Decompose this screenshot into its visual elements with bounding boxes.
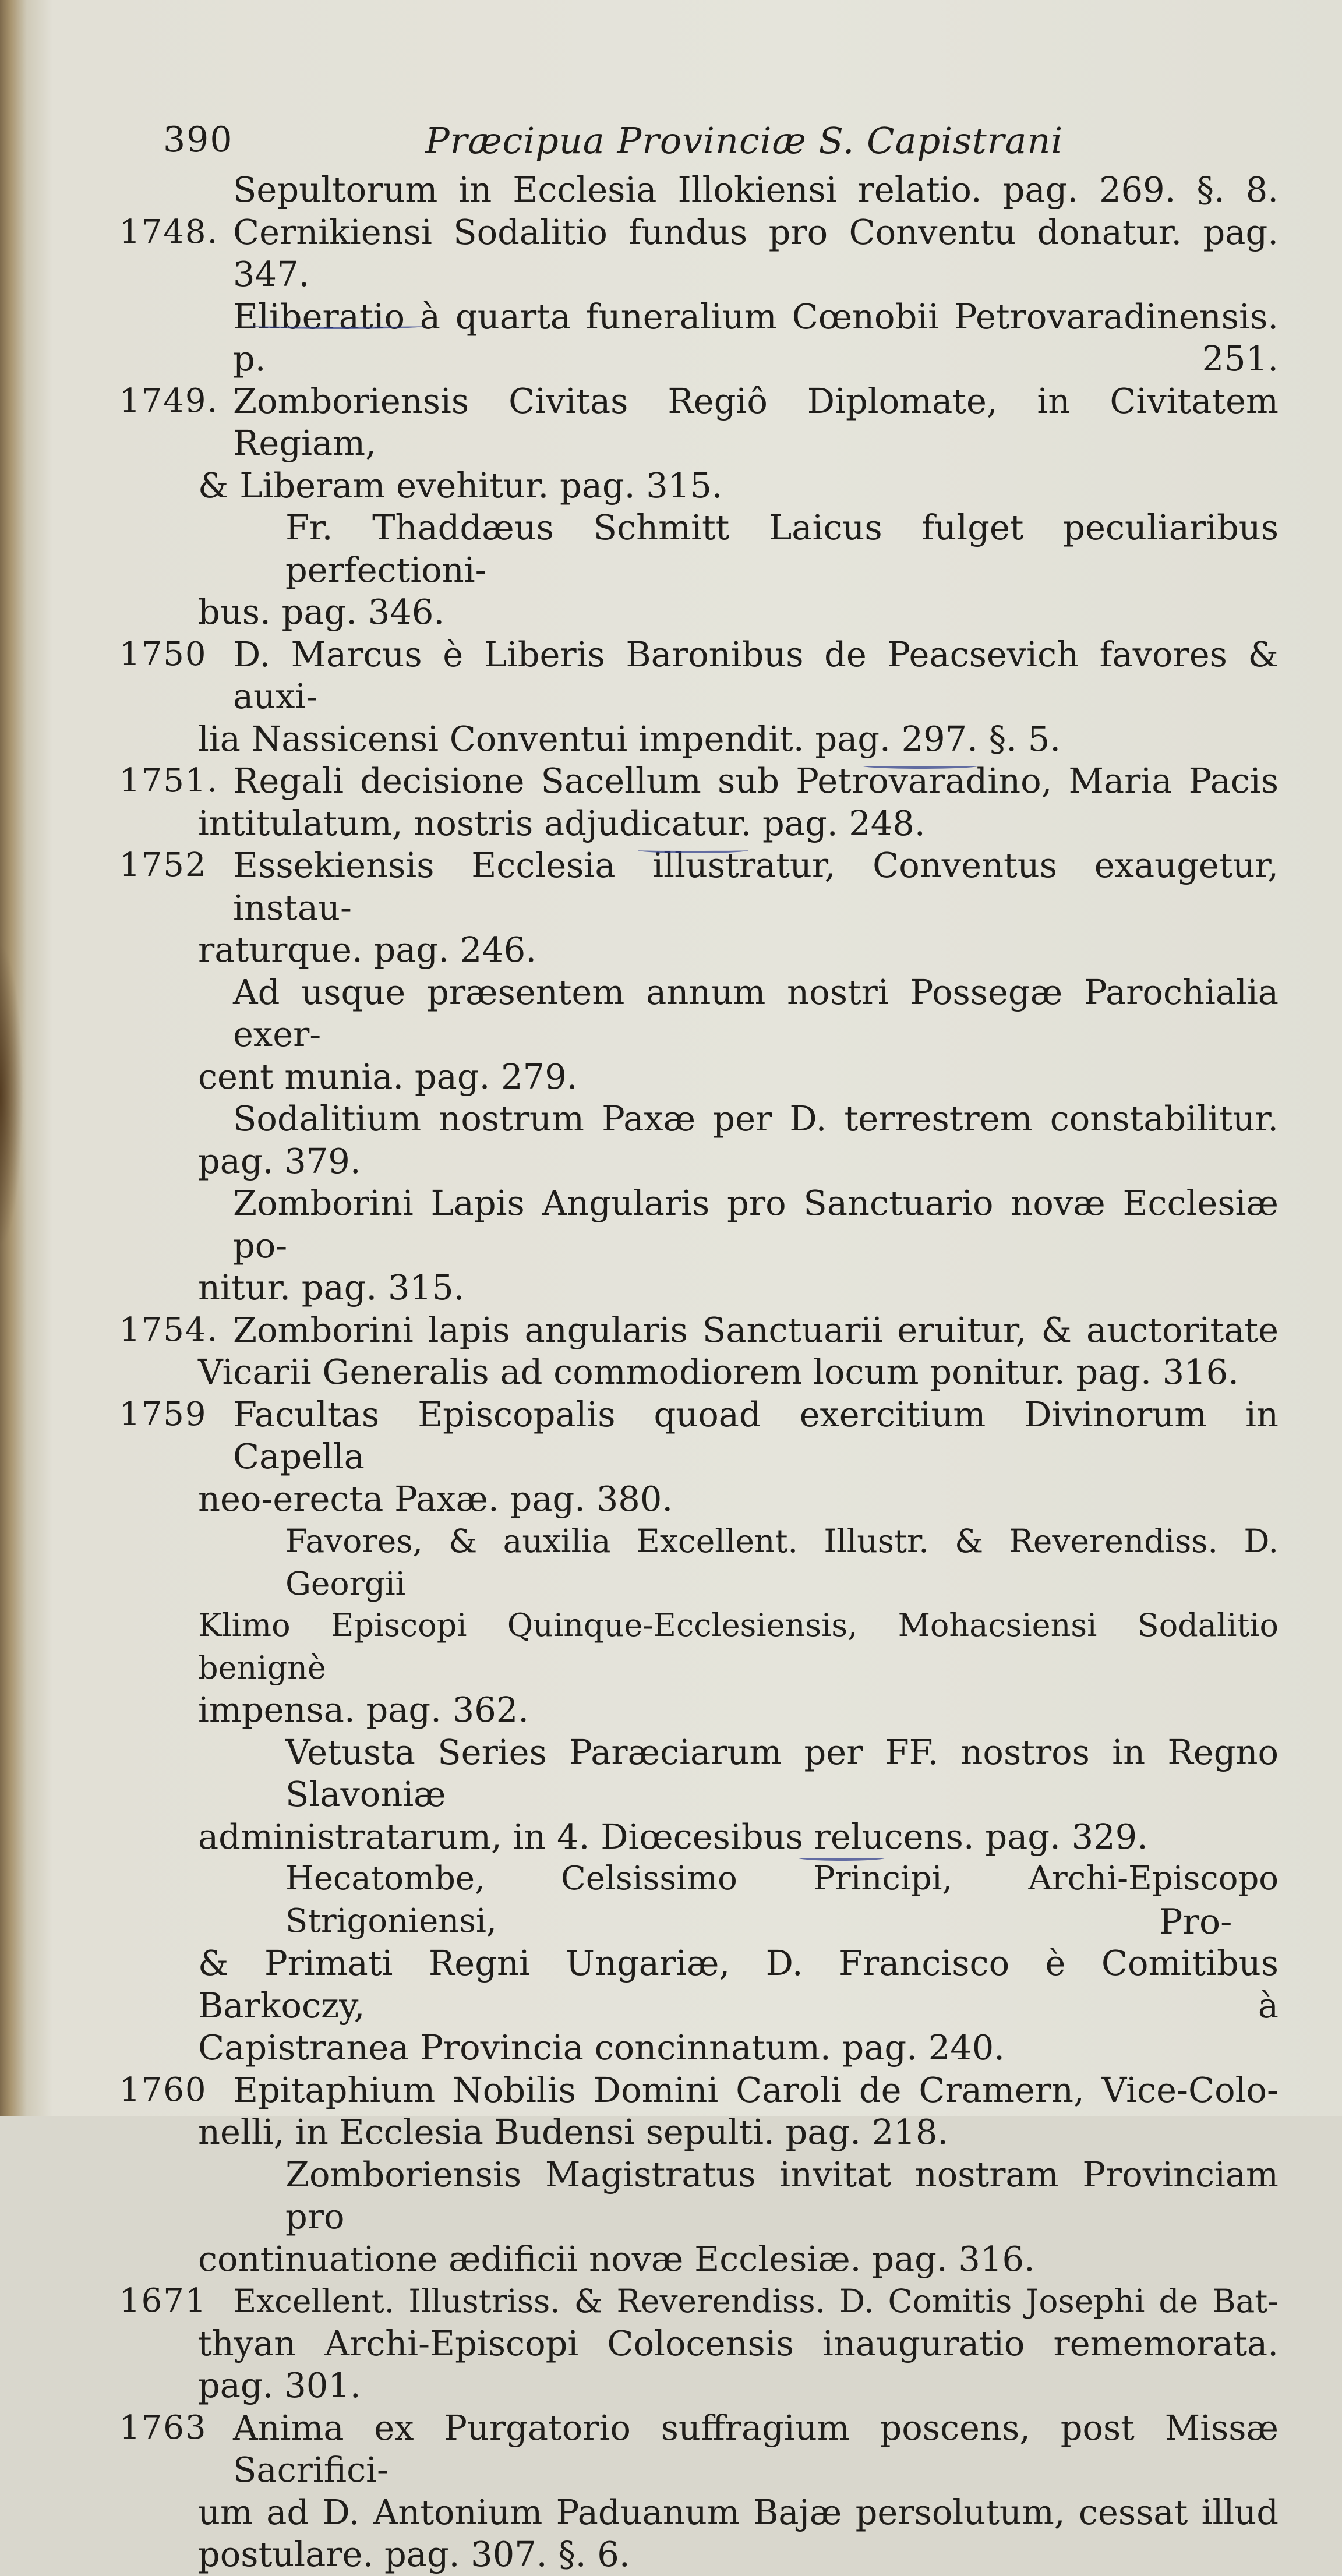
entry-1748 bbox=[119, 211, 1279, 380]
entry-line: cent munia. pag. 279. bbox=[198, 1056, 578, 1097]
entry-year: 1749. bbox=[119, 381, 219, 420]
entry-1763 bbox=[119, 2407, 1279, 2576]
entry-line: Excellent. Illustriss. & Reverendiss. D. Comitis Josephi de Bat- bbox=[233, 2282, 1279, 2320]
page-number: 390 bbox=[163, 119, 234, 160]
entry-line: Facultas Episcopalis quoad exercitium Divinorum in Capella bbox=[233, 1394, 1279, 1476]
entry-untitled bbox=[119, 169, 1279, 211]
entry-line: Vicarii Generalis ad commodiorem locum ponitur. pag. 316. bbox=[198, 1352, 1239, 1392]
entry-line: Essekiensis Ecclesia illustratur, Conventus exaugetur, instau- bbox=[233, 845, 1279, 928]
entry-year: 1752 bbox=[119, 846, 207, 884]
entry-line: Zomborini Lapis Angularis pro Sanctuario novæ Ecclesiæ po- bbox=[233, 1183, 1279, 1266]
chronology-list bbox=[119, 169, 1279, 2576]
pencil-mark bbox=[250, 323, 425, 329]
entry-line: & Primati Regni Ungariæ, D. Francisco è Comitibus Barkoczy, à bbox=[198, 1943, 1279, 2026]
entry-line: Capistranea Provincia concinnatum. pag. 240. bbox=[198, 2027, 1005, 2068]
entry-line: D. Marcus è Liberis Baronibus de Peacsevich favores & auxi- bbox=[233, 634, 1279, 716]
entry-line: Epitaphium Nobilis Domini Caroli de Cramern, Vice-Colo- bbox=[233, 2069, 1279, 2110]
entry-year: 1671 bbox=[119, 2282, 207, 2320]
pencil-mark bbox=[638, 847, 748, 853]
entry-1749 bbox=[119, 380, 1279, 634]
entry-year: 1763 bbox=[119, 2408, 207, 2447]
entry-line: thyan Archi-Episcopi Colocensis inauguratio rememorata. bbox=[198, 2323, 1279, 2363]
entry-line: Zomborini lapis angularis Sanctuarii eruitur, & auctoritate bbox=[233, 1309, 1279, 1350]
entry-line: impensa. pag. 362. bbox=[198, 1690, 529, 1730]
page-header bbox=[163, 119, 1305, 172]
entry-line: bus. pag. 346. bbox=[198, 592, 445, 632]
entry-line: pag. 301. bbox=[198, 2365, 361, 2405]
entry-line: administratarum, in 4. Diœcesibus relucens. pag. 329. bbox=[198, 1816, 1148, 1857]
entry-line: Eliberatio à quarta funeralium Cœnobii Petrovaradinensis. p. 251. bbox=[233, 296, 1279, 379]
entry-line: raturque. pag. 246. bbox=[198, 930, 537, 970]
entry-line: Anima ex Purgatorio suffragium poscens, post Missæ Sacrifici- bbox=[233, 2407, 1279, 2490]
entry-year: 1754. bbox=[119, 1310, 219, 1349]
entry-line: Fr. Thaddæus Schmitt Laicus fulget peculiaribus perfectioni- bbox=[285, 507, 1279, 590]
entry-line: continuatione ædificii novæ Ecclesiæ. pag. 316. bbox=[198, 2238, 1035, 2279]
entry-1752 bbox=[119, 844, 1279, 1309]
entry-1759 bbox=[119, 1394, 1279, 2069]
entry-1751 bbox=[119, 760, 1279, 844]
entry-1760 bbox=[119, 2069, 1279, 2281]
entry-line: Zomboriensis Magistratus invitat nostram Provinciam pro bbox=[285, 2154, 1279, 2236]
entry-line: Zomboriensis Civitas Regiô Diplomate, in Civitatem Regiam, bbox=[233, 380, 1279, 463]
entry-year: 1759 bbox=[119, 1395, 207, 1433]
entry-line: Hecatombe, Celsissimo Principi, Archi-Episcopo Strigoniensi, bbox=[285, 1860, 1279, 1940]
entry-line: & Liberam evehitur. pag. 315. bbox=[198, 465, 723, 506]
entry-line: Ad usque præsentem annum nostri Possegæ Parochialia exer- bbox=[233, 971, 1279, 1054]
pencil-mark bbox=[862, 763, 979, 769]
entry-line: Klimo Episcopi Quinque-Ecclesiensis, Mohacsiensi Sodalitio benignè bbox=[198, 1607, 1279, 1686]
pencil-mark bbox=[798, 1855, 885, 1861]
entry-line: neo-erecta Paxæ. pag. 380. bbox=[198, 1478, 673, 1519]
entry-line: Cernikiensi Sodalitio fundus pro Conventu donatur. pag. 347. bbox=[233, 211, 1279, 294]
entry-year: 1750 bbox=[119, 635, 207, 673]
entry-1750 bbox=[119, 634, 1279, 761]
entry-year: 1760 bbox=[119, 2070, 207, 2109]
entry-line: nitur. pag. 315. bbox=[198, 1267, 465, 1308]
entry-line: nelli, in Ecclesia Budensi sepulti. pag. 218. bbox=[198, 2112, 949, 2152]
entry-line: Sepultorum in Ecclesia Illokiensi relatio. pag. 269. §. 8. bbox=[233, 169, 1279, 210]
entry-line: Vetusta Series Paræciarum per FF. nostros in Regno Slavoniæ bbox=[285, 1732, 1279, 1814]
entry-line: lia Nassicensi Conventui impendit. pag. 297. §. 5. bbox=[198, 718, 1061, 759]
entry-line: Favores, & auxilia Excellent. Illustr. & Reverendiss. D. Georgii bbox=[285, 1522, 1279, 1602]
entry-line: um ad D. Antonium Paduanum Bajæ persolutum, cessat illud bbox=[198, 2492, 1279, 2532]
entry-year: 1748. bbox=[119, 213, 219, 251]
entry-line: Sodalitium nostrum Paxæ per D. terrestrem constabilitur. bbox=[233, 1098, 1279, 1139]
entry-line: pag. 379. bbox=[198, 1140, 361, 1181]
entry-line: postulare. pag. 307. §. 6. bbox=[198, 2534, 630, 2574]
catchword: Pro- bbox=[1159, 1902, 1232, 1942]
entry-line: intitulatum, nostris adjudicatur. pag. 248. bbox=[198, 803, 926, 843]
entry-1754 bbox=[119, 1309, 1279, 1394]
entry-line: Regali decisione Sacellum sub Petrovaradino, Maria Pacis bbox=[233, 761, 1279, 801]
entry-year: 1751. bbox=[119, 762, 219, 800]
entry-1671 bbox=[119, 2280, 1279, 2407]
running-head: Præcipua Provinciæ S. Capistrani bbox=[425, 119, 1064, 162]
